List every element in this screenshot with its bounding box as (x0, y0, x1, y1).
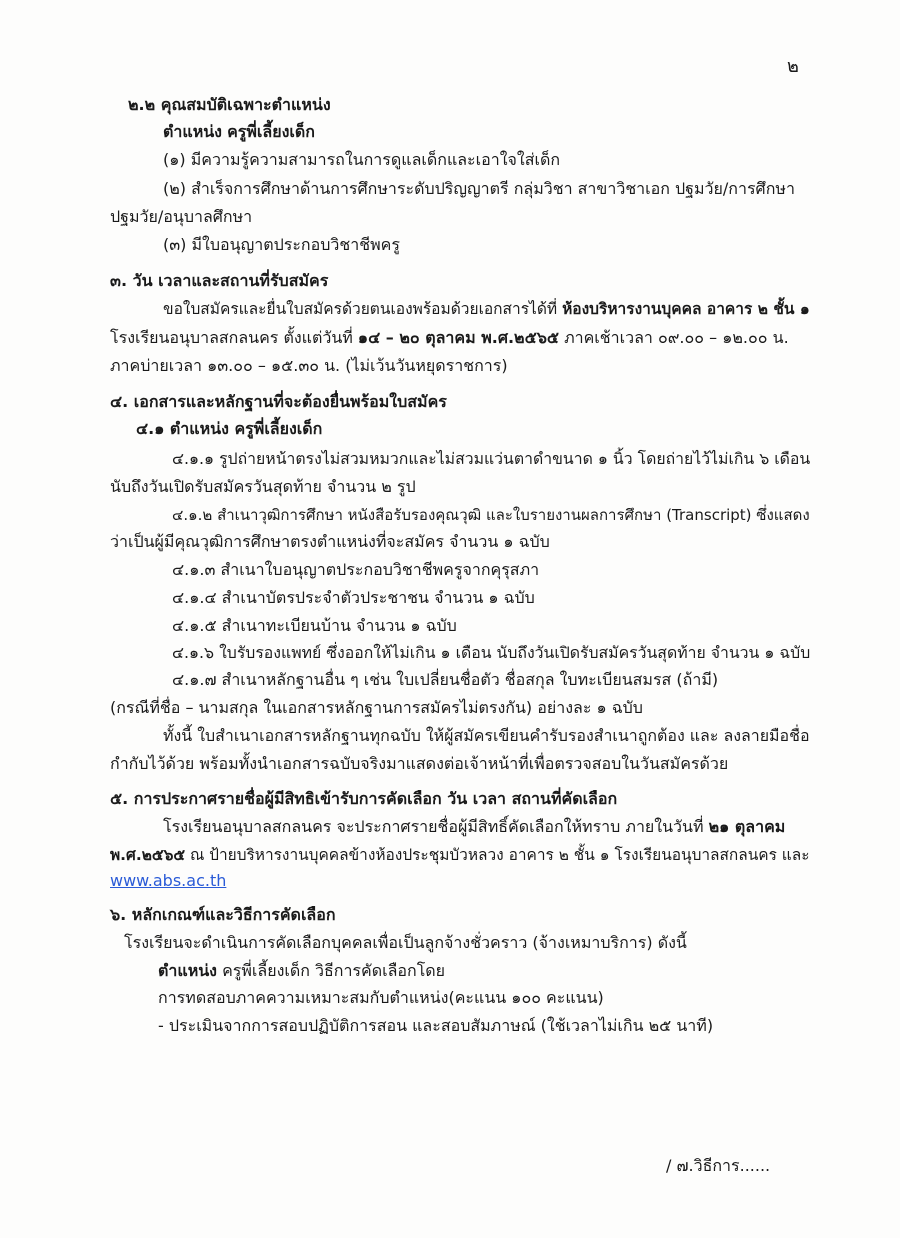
section-5-date: ๒๑ ตุลาคม (708, 817, 786, 836)
document-item-continuation: ว่าเป็นผู้มีคุณวุฒิการศึกษาตรงตำแหน่งที่จะสมัคร จำนวน ๑ ฉบับ (110, 532, 550, 551)
section-2-2-heading: ๒.๒ คุณสมบัติเฉพาะตำแหน่ง (128, 95, 331, 114)
section-4-heading: ๔. เอกสารและหลักฐานที่จะต้องยื่นพร้อมใบสมัคร (110, 392, 447, 411)
section-6-heading: ๖. หลักเกณฑ์และวิธีการคัดเลือก (110, 905, 336, 924)
document-note: ทั้งนี้ ใบสำเนาเอกสารหลักฐานทุกฉบับ ให้ผู้สมัครเขียนคำรับรองสำเนาถูกต้อง และ ลงลายมือชื่อ (163, 726, 810, 745)
qualification-item: (๒) สำเร็จการศึกษาด้านการศึกษาระดับปริญญาตรี กลุ่มวิชา สาขาวิชาเอก ปฐมวัย/การศึกษา (163, 179, 795, 198)
qualification-item: (๓) มีใบอนุญาตประกอบวิชาชีพครู (163, 235, 400, 254)
school-website-link[interactable]: www.abs.ac.th (110, 871, 227, 890)
qualification-item-continuation: ปฐมวัย/อนุบาลศึกษา (110, 207, 253, 226)
section-3-line-2 (110, 327, 789, 349)
section-6-line-1: โรงเรียนจะดำเนินการคัดเลือกบุคคลเพื่อเป็นลูกจ้างชั่วคราว (จ้างเหมาบริการ) ดังนี้ (124, 933, 687, 952)
qualification-item: (๑) มีความรู้ความสามารถในการดูแลเด็กและเอาใจใส่เด็ก (163, 150, 561, 169)
document-item: ๔.๑.๒ สำเนาวุฒิการศึกษา หนังสือรับรองคุณวุฒิ และใบรายงานผลการศึกษา (Transcript) ซึ่งแสดง (172, 506, 810, 524)
section-5-line-1 (163, 816, 785, 838)
document-item: ๔.๑.๖ ใบรับรองแพทย์ ซึ่งออกให้ไม่เกิน ๑ เดือน นับถึงวันเปิดรับสมัครวันสุดท้าย จำนวน ๑ ฉบับ (172, 643, 811, 662)
section-3-heading: ๓. วัน เวลาและสถานที่รับสมัคร (110, 271, 329, 290)
section-6-position-label: ตำแหน่ง (158, 961, 217, 980)
position-name: ครูพี่เลี้ยงเด็ก (227, 122, 315, 141)
document-note-continuation: กำกับไว้ด้วย พร้อมทั้งนำเอกสารฉบับจริงมาแสดงต่อเจ้าหน้าที่เพื่อตรวจสอบในวันสมัครด้วย (110, 754, 729, 773)
section-3-line-2-text: โรงเรียนอนุบาลสกลนคร ตั้งแต่วันที่ (110, 328, 358, 347)
document-item: ๔.๑.๕ สำเนาทะเบียนบ้าน จำนวน ๑ ฉบับ (172, 616, 457, 635)
section-3-line-3: ภาคบ่ายเวลา ๑๓.๐๐ – ๑๕.๓๐ น. (ไม่เว้นวันหยุดราชการ) (110, 356, 508, 375)
document-item: ๔.๑.๔ สำเนาบัตรประจำตัวประชาชน จำนวน ๑ ฉบับ (172, 588, 535, 607)
document-item: ๔.๑.๑ รูปถ่ายหน้าตรงไม่สวมหมวกและไม่สวมแว่นตาดำขนาด ๑ นิ้ว โดยถ่ายไว้ไม่เกิน ๖ เดือน (172, 449, 811, 468)
section-5-year: พ.ศ.๒๕๖๕ (110, 846, 186, 864)
page-number: ๒ (787, 56, 799, 77)
position-line (163, 121, 315, 143)
section-6-line-2 (158, 960, 445, 982)
document-item: ๔.๑.๗ สำเนาหลักฐานอื่น ๆ เช่น ใบเปลี่ยนชื่อตัว ชื่อสกุล ใบทะเบียนสมรส (ถ้ามี) (172, 670, 719, 689)
document-item-continuation: นับถึงวันเปิดรับสมัครวันสุดท้าย จำนวน ๒ รูป (110, 477, 416, 496)
section-5-heading: ๕. การประกาศรายชื่อผู้มีสิทธิเข้ารับการคัดเลือก วัน เวลา สถานที่คัดเลือก (110, 789, 618, 808)
section-3-location: ห้องบริหารงานบุคคล อาคาร ๒ ชั้น ๑ (562, 300, 810, 318)
section-5-line-2-text: ณ ป้ายบริหารงานบุคคลข้างห้องประชุมบัวหลวง อาคาร ๒ ชั้น ๑ โรงเรียนอนุบาลสกลนคร และ (185, 846, 810, 864)
section-5-line-1-text: โรงเรียนอนุบาลสกลนคร จะประกาศรายชื่อผู้มีสิทธิ์คัดเลือกให้ทราบ ภายในวันที่ (163, 817, 709, 836)
section-6-line-3: การทดสอบภาคความเหมาะสมกับตำแหน่ง(คะแนน ๑๐๐ คะแนน) (158, 988, 604, 1007)
section-5-line-2 (110, 844, 810, 866)
section-3-line-1-text: ขอใบสมัครและยื่นใบสมัครด้วยตนเองพร้อมด้วยเอกสารได้ที่ (163, 300, 563, 318)
section-3-line-1 (163, 298, 810, 320)
document-item-continuation: (กรณีที่ชื่อ – นามสกุล ในเอกสารหลักฐานการสมัครไม่ตรงกัน) อย่างละ ๑ ฉบับ (110, 698, 643, 717)
document-item: ๔.๑.๓ สำเนาใบอนุญาตประกอบวิชาชีพครูจากคุรุสภา (172, 560, 540, 579)
continuation-note: / ๗.วิธีการ...... (666, 1156, 771, 1175)
section-3-morning-time: ภาคเช้าเวลา ๐๙.๐๐ – ๑๒.๐๐ น. (558, 328, 789, 347)
section-3-date-range: ๑๔ – ๒๐ ตุลาคม พ.ศ.๒๕๖๕ (357, 328, 559, 347)
section-4-1-heading: ๔.๑ ตำแหน่ง ครูพี่เลี้ยงเด็ก (136, 419, 323, 438)
position-label: ตำแหน่ง (163, 122, 222, 141)
section-6-line-4: - ประเมินจากการสอบปฏิบัติการสอน และสอบสัมภาษณ์ (ใช้เวลาไม่เกิน ๒๕ นาที) (158, 1016, 714, 1035)
section-6-line-2-text: ครูพี่เลี้ยงเด็ก วิธีการคัดเลือกโดย (216, 961, 446, 980)
